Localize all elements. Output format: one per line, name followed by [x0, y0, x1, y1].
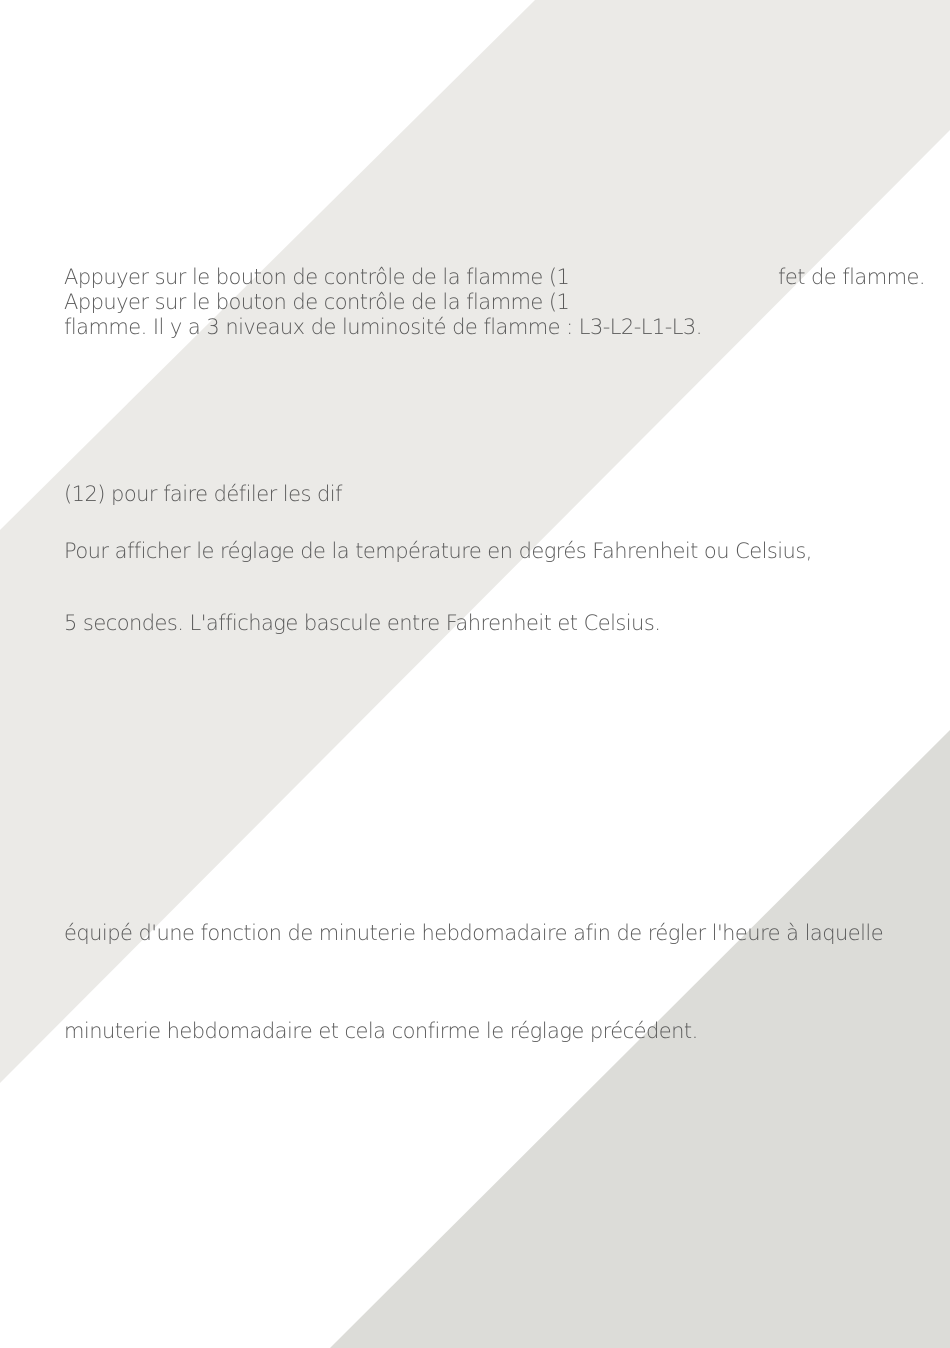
temperature-display-line: Pour afficher le réglage de la température en degrés Fahrenheit ou Celsius,: [64, 539, 812, 563]
temperature-toggle-line: 5 secondes. L'affichage bascule entre Fahrenheit et Celsius.: [64, 611, 661, 635]
flame-line-1-start: Appuyer sur le bouton de contrôle de la flamme (1: [64, 265, 570, 289]
temperature-scroll-line: (12) pour faire défiler les dif: [64, 482, 342, 506]
weekly-timer-confirm-line: minuterie hebdomadaire et cela confirme le réglage précédent.: [64, 1019, 698, 1043]
flame-line-3: flamme. Il y a 3 niveaux de luminosité de flamme : L3-L2-L1-L3.: [64, 315, 702, 339]
flame-line-1-end: fet de flamme.: [778, 265, 926, 289]
flame-line-2: Appuyer sur le bouton de contrôle de la flamme (1: [64, 290, 570, 314]
flame-instructions: [64, 265, 926, 340]
weekly-timer-line: équipé d'une fonction de minuterie hebdomadaire afin de régler l'heure à laquelle: [64, 921, 884, 945]
flame-line-1: [64, 265, 926, 290]
